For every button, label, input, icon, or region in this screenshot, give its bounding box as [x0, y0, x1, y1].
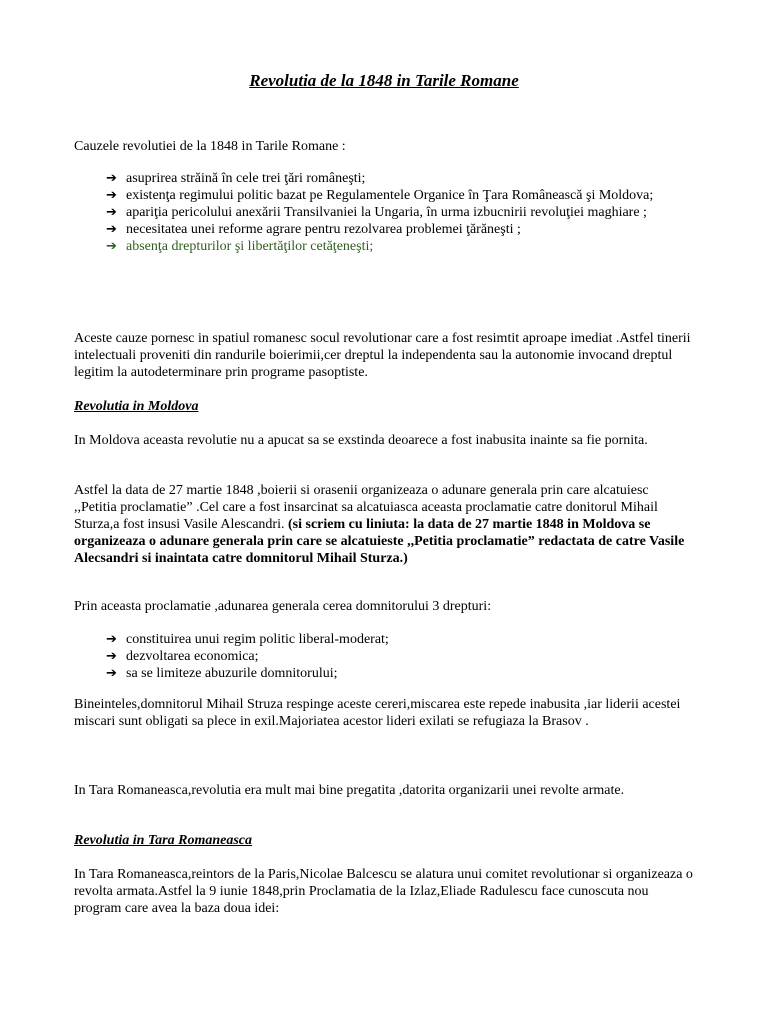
- list-item: ➔ dezvoltarea economica;: [106, 649, 259, 664]
- right-arrow-icon: ➔: [106, 239, 117, 254]
- right-arrow-icon: ➔: [106, 666, 117, 681]
- paragraph-balcescu: In Tara Romaneasca,reintors de la Paris,Nicolae Balcescu se alatura unui comitet revolutionar si organizeaza o revolta armata.Astfel la 9 iunie 1848,prin Proclamatia de la Izlaz,Eliade Radulescu face cunoscuta nou program care avea la baza doua idei:: [74, 867, 693, 916]
- rights-list: [106, 631, 666, 682]
- right-arrow-icon: ➔: [106, 222, 117, 237]
- intro-text: Cauzele revolutiei de la 1848 in Tarile Romane :: [74, 139, 346, 154]
- paragraph-moldova-intro: In Moldova aceasta revolutie nu a apucat sa se exstinda deoarece a fost inabusita inainte sa fie pornita.: [74, 433, 648, 448]
- paragraph-petitia: Astfel la data de 27 martie 1848 ,boierii si orasenii organizeaza o adunare generala prin care alcatuiesc ,,Petitia proclamatie” .Cel care a fost insarcinat sa alcatuiasca aceasta proclamatie catre donitorul Mihail Sturza,a fost insusi Vasile Alescandri. (si scriem cu liniuta: la data de 27 martie 1848 in Moldova se organizeaza o adunare generala prin care se alcatuieste ,,Petitia proclamatie” redactata de catre Vasile Alecsandri si inaintata catre domnitorul Mihail Sturza.): [74, 483, 685, 566]
- paragraph-tara-romaneasca: In Tara Romaneasca,revolutia era mult mai bine pregatita ,datorita organizarii unei revolte armate.: [74, 783, 625, 798]
- list-item: ➔ apariţia pericolului anexării Transilvaniei la Ungaria, în urma izbucnirii revoluţiei maghiare ;: [106, 205, 647, 220]
- heading-tara-romaneasca: Revolutia in Tara Romaneasca: [74, 833, 253, 848]
- heading-moldova: Revolutia in Moldova: [74, 399, 199, 414]
- list-item: ➔ constituirea unui regim politic liberal-moderat;: [106, 632, 389, 647]
- paragraph-causes: Aceste cauze pornesc in spatiul romanesc socul revolutionar care a fost resimtit aproape imediat .Astfel tinerii intelectuali proveniti din randurile boierimii,cer dreptul la independenta sau la autonomie invocand dreptul legitim la autodeterminare prin programe pasoptiste.: [74, 331, 691, 380]
- paragraph-proclamatie: Prin aceasta proclamatie ,adunarea generala cerea domnitorului 3 drepturi:: [74, 599, 492, 614]
- document-title: Revolutia de la 1848 in Tarile Romane: [249, 71, 519, 90]
- list-item: ➔ absenţa drepturilor şi libertăţilor cetăţeneşti;: [106, 239, 374, 254]
- right-arrow-icon: ➔: [106, 649, 117, 664]
- list-item: ➔ necesitatea unei reforme agrare pentru rezolvarea problemei ţărăneşti ;: [106, 222, 521, 237]
- right-arrow-icon: ➔: [106, 188, 117, 203]
- list-item: ➔ asuprirea străină în cele trei ţări româneşti;: [106, 171, 366, 186]
- right-arrow-icon: ➔: [106, 632, 117, 647]
- paragraph-exil: Bineinteles,domnitorul Mihail Struza respinge aceste cereri,miscarea este repede inabusita ,iar liderii acestei miscari sunt obligati sa plece in exil.Majoriatea acestor lideri exilati se refugiaza la Brasov .: [74, 697, 681, 729]
- list-item: ➔ sa se limiteze abuzurile domnitorului;: [106, 666, 338, 681]
- list-item: ➔ existenţa regimului politic bazat pe Regulamentele Organice în Ţara Românească şi Moldova;: [106, 188, 654, 203]
- right-arrow-icon: ➔: [106, 205, 117, 220]
- right-arrow-icon: ➔: [106, 171, 117, 186]
- causes-list: [106, 170, 666, 255]
- bold-note: (si scriem cu liniuta: la data de 27 martie 1848 in Moldova se organizeaza o adunare generala prin care se alcatuieste ,,Petitia proclamatie” redactata de catre Vasile Alecsandri si inaintata catre domnitorul Mihail Sturza.): [74, 517, 685, 566]
